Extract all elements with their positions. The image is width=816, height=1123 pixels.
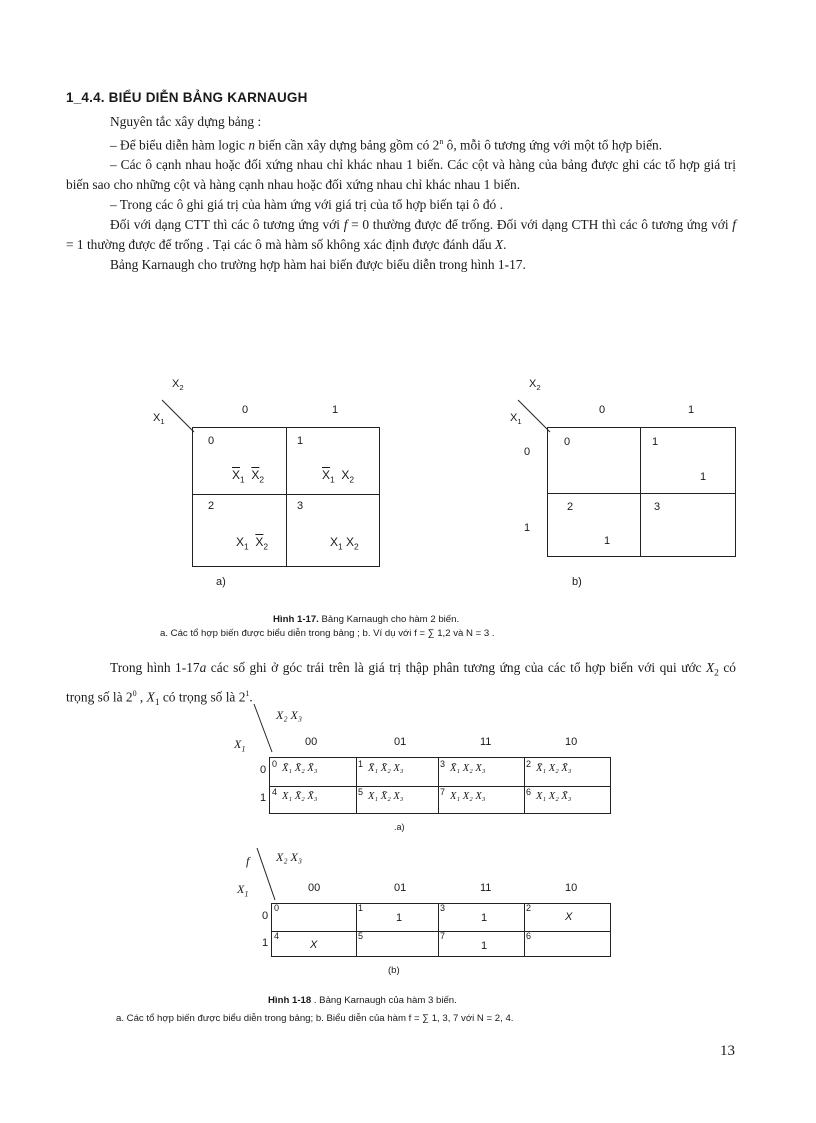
fig17a-col-1: 1 — [332, 404, 339, 416]
fig18a-cell: 5 X₁ X̄₂ X₃ — [358, 787, 404, 802]
fig17a-cell-2-num: 2 — [208, 500, 215, 512]
fig18a-cell: 2 X̄₁ X₂ X̄₃ — [526, 759, 572, 774]
intro-fig-ref: Bảng Karnaugh cho trường hợp hàm hai biến được biểu diễn trong hình 1-17. — [110, 257, 526, 273]
fig18b-col-00: 00 — [308, 882, 321, 894]
fig18a-col-11: 11 — [480, 736, 492, 748]
fig17b-row-1: 1 — [524, 522, 531, 534]
fig17a-col-0: 0 — [242, 404, 249, 416]
fig18b-cell-num: 2 — [526, 903, 532, 913]
fig17b-x2-label: $X_2$ — [529, 378, 541, 393]
fig18a-cell: 0 X̄₁ X̄₂ X̄₃ — [272, 759, 318, 774]
fig17b-cell-0-num: 0 — [564, 436, 571, 448]
fig17b-cell-1-value: 1 — [700, 471, 707, 483]
fig17a-cell-0-term: $\overline{X}_1$ $\overline{X}_2$ — [232, 468, 265, 485]
fig17b-cell-2-num: 2 — [567, 501, 574, 513]
fig18b-cell-num: 6 — [526, 931, 532, 941]
fig17b-cell-1-num: 1 — [652, 436, 659, 448]
intro-rule-1: – Để biểu diễn hàm logic n biến cần xây dựng bảng gồm có 2$^n$ ô, mỗi ô tương ứng với một tổ hợp biến. — [110, 137, 663, 153]
fig17a-x2-label: $X_2$ — [172, 378, 184, 393]
fig18b-cell-num: 1 — [358, 903, 364, 913]
fig18-caption-detail: a. Các tổ hợp biến được biểu diễn trong bảng; b. Biểu diễn của hàm f = ∑ 1, 3, 7 với N = 2, 4. — [116, 1013, 514, 1024]
fig18a-row-1: 1 — [260, 792, 267, 804]
fig18a-label: .a) — [394, 822, 405, 832]
fig18-caption-title: Hình 1-18 . Bảng Karnaugh của hàm 3 biến. — [268, 995, 457, 1006]
fig17a-cell-0-num: 0 — [208, 435, 215, 447]
fig18b-cell-num: 7 — [440, 931, 446, 941]
intro-rule-2: – Các ô cạnh nhau hoặc đối xứng nhau chỉ khác nhau 1 biến. Các cột và hàng của bảng được ghi các tổ hợp giá trị biến sao cho những cột và hàng cạnh nhau hoặc đối xứng nhau chỉ khác nhau 1 biến. — [66, 157, 736, 193]
fig17-caption-title: Hình 1-17. Bảng Karnaugh cho hàm 2 biến. — [273, 614, 460, 625]
intro-line-1: Nguyên tắc xây dựng bảng : — [110, 114, 262, 129]
fig18a-col-00: 00 — [305, 736, 318, 748]
fig17-caption-detail: a. Các tổ hợp biến được biểu diễn trong bảng ; b. Ví dụ với f = ∑ 1,2 và N = 3 . — [160, 628, 495, 639]
fig18a-cell: 1 X̄₁ X̄₂ X₃ — [358, 759, 404, 774]
fig17b-row-0: 0 — [524, 446, 531, 458]
section-heading: 1_4.4. BIỂU DIỄN BẢNG KARNAUGH — [66, 90, 308, 105]
fig17b-col-0: 0 — [599, 404, 606, 416]
fig18a-cell: 7 X₁ X₂ X₃ — [440, 787, 486, 802]
fig18b-cell-num: 4 — [274, 931, 280, 941]
fig18b-cell-value: X — [310, 939, 318, 951]
fig18b-x1-label: $X_1$ — [237, 882, 249, 899]
fig17a-cell-3-num: 3 — [297, 500, 304, 512]
fig18b-f-label: f — [246, 854, 250, 868]
fig18b-row-0: 0 — [262, 910, 269, 922]
fig17b-label: b) — [572, 576, 582, 588]
fig18a-x2x3-label: X₂ X₃ — [276, 708, 303, 722]
fig18a-col-01: 01 — [394, 736, 407, 748]
fig18b-row-1: 1 — [262, 937, 269, 949]
fig18b-cell-num: 0 — [274, 903, 280, 913]
fig18b-cell-value: 1 — [396, 912, 403, 924]
fig17b-col-1: 1 — [688, 404, 695, 416]
fig18a-diagonal — [252, 702, 274, 754]
fig18b-cell-value: X — [565, 911, 573, 923]
fig17a-cell-1-num: 1 — [297, 435, 304, 447]
fig18b-cell-value: 1 — [481, 940, 488, 952]
fig18b-col-11: 11 — [480, 882, 492, 894]
fig17a-label: a) — [216, 576, 226, 588]
fig17a-cell-2-term: $X_1$ $\overline{X}_2$ — [236, 535, 269, 552]
fig18b-cell-num: 5 — [358, 931, 364, 941]
fig18a-x1-label: $X_1$ — [234, 737, 246, 754]
fig17-explanation: Trong hình 1-17a các số ghi ở góc trái trên là giá trị thập phân tương ứng của các tổ hợp biến với qui ước $X_2$ có trọng số là $2^0$ , $X_1$ có trọng số là $2^1$. — [66, 660, 736, 708]
fig18b-col-10: 10 — [565, 882, 578, 894]
fig18b-cell-value: 1 — [481, 912, 488, 924]
fig18a-cell: 3 X̄₁ X₂ X₃ — [440, 759, 486, 774]
fig18b-diagonal — [255, 846, 277, 902]
fig17a-x1-label: $X_1$ — [153, 412, 165, 427]
fig17a-cell-3-term: $X_1$ $X_2$ — [330, 535, 359, 552]
fig17b-x1-label: $X_1$ — [510, 412, 522, 427]
fig18b-cell-num: 3 — [440, 903, 446, 913]
fig18a-col-10: 10 — [565, 736, 578, 748]
fig18b-col-01: 01 — [394, 882, 407, 894]
fig18a-cell: 6 X₁ X₂ X̄₃ — [526, 787, 572, 802]
fig18a-row-0: 0 — [260, 764, 267, 776]
fig18a-cell: 4 X₁ X̄₂ X̄₃ — [272, 787, 318, 802]
page-number: 13 — [720, 1043, 735, 1059]
intro-ctt-cth: Đối với dạng CTT thì các ô tương ứng với f = 0 thường được để trống. Đối với dạng CTH thì các ô tương ứng với f = 1 thường được để trống . Tại các ô mà hàm số không xác định được đánh dấu X. — [66, 217, 736, 253]
fig17a-cell-1-term: $\overline{X}_1$ $X_2$ — [322, 468, 355, 485]
fig17b-cell-3-num: 3 — [654, 501, 661, 513]
fig17b-cell-2-value: 1 — [604, 535, 611, 547]
fig18b-label: (b) — [388, 965, 400, 976]
fig18b-x2x3-label: X₂ X₃ — [276, 850, 303, 864]
intro-rule-3: – Trong các ô ghi giá trị của hàm ứng với giá trị của tổ hợp biến tại ô đó . — [110, 197, 503, 213]
